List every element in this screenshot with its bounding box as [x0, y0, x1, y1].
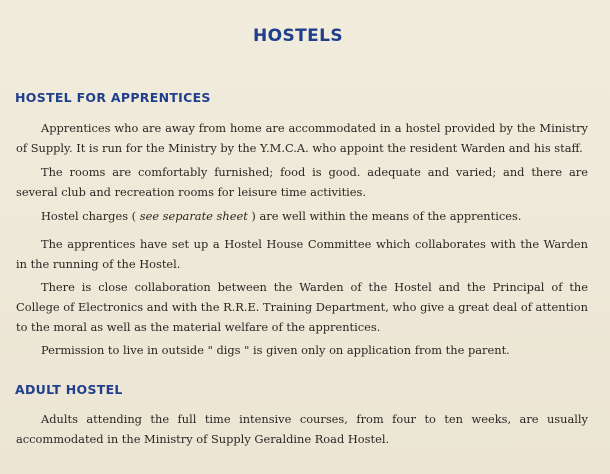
paragraph-rooms: The rooms are comfortably furnished; food is good. adequate and varied; and there are several club and recreation rooms for leisure time activities.: [16, 165, 588, 199]
paragraph-adult-hostel: Adults attending the full time intensive courses, from four to ten weeks, are usually accommodated in the Ministry of Supply Geraldine Road Hostel.: [16, 412, 588, 446]
charges-text-before: Hostel charges (: [41, 209, 140, 223]
charges-italic-note: see separate sheet: [139, 209, 248, 223]
paragraph-committee: The apprentices have set up a Hostel House Committee which collaborates with the Warden in the running of the Hostel.: [16, 237, 588, 271]
paragraph-collaboration: There is close collaboration between the Warden of the Hostel and the Principal of the College of Electronics and with the R.R.E. Training Department, who give a great deal of attention to the moral as well as the material welfare of the apprentices.: [16, 280, 588, 334]
paragraph-accommodation: Apprentices who are away from home are accommodated in a hostel provided by the Ministry of Supply. It is run for the Ministry by the Y.M.C.A. who appoint the resident Warden and his staff.: [16, 121, 588, 155]
section-heading-apprentices: HOSTEL FOR APPRENTICES: [15, 90, 211, 105]
section-heading-adult: ADULT HOSTEL: [15, 382, 123, 397]
paragraph-charges: [16, 206, 588, 226]
page-title: HOSTELS: [252, 26, 343, 46]
paragraph-permission: Permission to live in outside " digs " is given only on application from the parent.: [41, 343, 510, 357]
charges-text-after: ) are well within the means of the apprentices.: [247, 209, 522, 223]
